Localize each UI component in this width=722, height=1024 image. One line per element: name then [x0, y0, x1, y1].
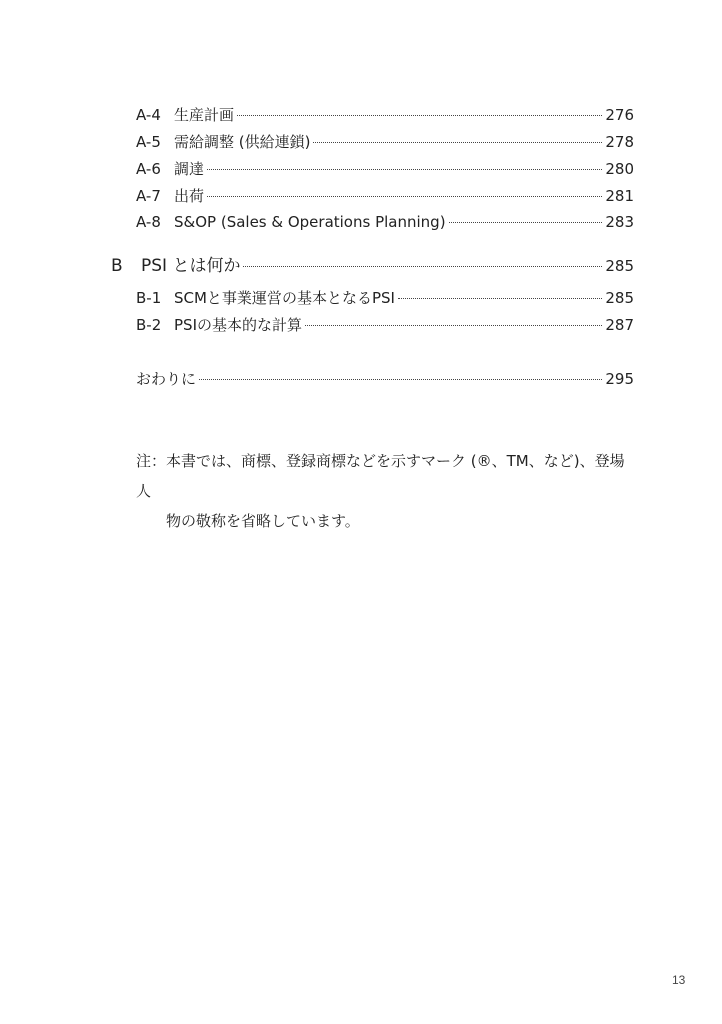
- dot-leader: [243, 266, 602, 267]
- dot-leader: [237, 115, 602, 116]
- toc-entry-closing: [136, 369, 634, 389]
- toc-entry-title: S&OP (Sales & Operations Planning): [174, 213, 446, 231]
- dot-leader: [313, 142, 602, 143]
- toc-section-title: PSI とは何か: [141, 256, 241, 276]
- toc-entry-title: おわりに: [136, 370, 197, 388]
- toc-entry-title: 需給調整 (供給連鎖): [174, 133, 311, 151]
- footnote: [136, 446, 636, 536]
- dot-leader: [449, 222, 603, 223]
- toc-entry-title: PSIの基本的な計算: [174, 316, 302, 334]
- toc-entry-number: B-2: [136, 316, 162, 334]
- toc-entry-page: 287: [605, 316, 634, 334]
- toc-entry-a-6: [136, 159, 634, 179]
- toc-entry-page: 285: [605, 289, 634, 307]
- toc-entry-page: 280: [605, 160, 634, 178]
- toc-entry-page: 285: [605, 257, 634, 275]
- toc-entry-number: A-5: [136, 133, 161, 151]
- toc-entry-a-8: [136, 212, 634, 232]
- toc-entry-title: 生産計画: [174, 106, 235, 124]
- footnote-text-1: 本書では、商標、登録商標などを示すマーク (®、TM、など)、登場人: [136, 452, 625, 500]
- toc-entry-page: 283: [605, 213, 634, 231]
- toc-entry-number: A-6: [136, 160, 161, 178]
- dot-leader: [199, 379, 602, 380]
- dot-leader: [207, 196, 602, 197]
- toc-entry-number: A-4: [136, 106, 161, 124]
- toc-entry-title: 出荷: [174, 187, 205, 205]
- toc-section-b: [111, 256, 634, 276]
- toc-entry-page: 278: [605, 133, 634, 151]
- dot-leader: [398, 298, 602, 299]
- toc-entry-number: B-1: [136, 289, 162, 307]
- toc-entry-page: 276: [605, 106, 634, 124]
- toc-entry-a-7: [136, 186, 634, 206]
- toc-entry-b-2: [136, 315, 634, 335]
- footnote-label: 注：: [136, 452, 167, 470]
- footnote-text-2: 物の敬称を省略しています。: [166, 512, 360, 530]
- toc-entry-number: A-8: [136, 213, 161, 231]
- toc-entry-page: 295: [605, 370, 634, 388]
- toc-entry-b-1: [136, 288, 634, 308]
- footnote-line-1: [136, 446, 636, 506]
- dot-leader: [305, 325, 602, 326]
- toc-entry-page: 281: [605, 187, 634, 205]
- toc-entry-a-4: [136, 105, 634, 125]
- page-number: 13: [672, 973, 686, 987]
- toc-entry-title: SCMと事業運営の基本となるPSI: [174, 289, 395, 307]
- toc-entry-number: A-7: [136, 187, 161, 205]
- dot-leader: [207, 169, 602, 170]
- toc-section-number: B: [111, 256, 123, 276]
- toc-entry-a-5: [136, 132, 634, 152]
- toc-entry-title: 調達: [174, 160, 205, 178]
